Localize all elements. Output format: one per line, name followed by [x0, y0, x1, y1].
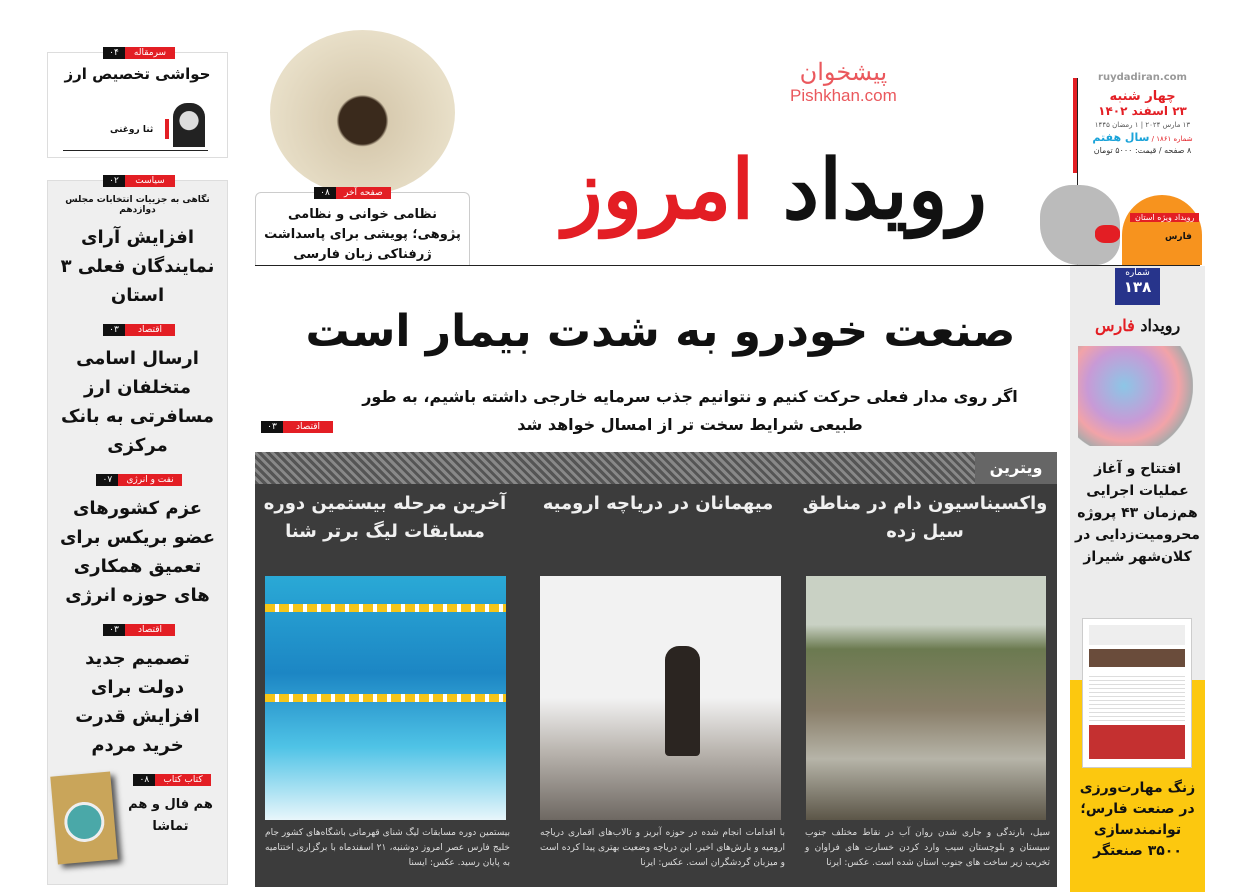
- section-tag: اقتصاد ۰۳: [48, 324, 227, 336]
- issue-badge: شماره ۱۳۸: [1115, 268, 1160, 305]
- main-subtitle: اگر روی مدار فعلی حرکت کنیم و نتوانیم جذب سرمایه خارجی داشته باشیم، به طور طبیعی شرایط سخت تر از امسال خواهد شد: [362, 387, 1018, 434]
- vitrin-caption: بیستمین دوره مسابقات لیگ شنای قهرمانی باشگاه‌های کشور جام خلیج فارس عصر امروز دوشنبه، ۲۱ اسفندماه با برگزاری اختتامیه به پایان رسید. عکس: ایسنا: [265, 828, 510, 868]
- swimming-photo: [265, 576, 506, 820]
- section-tag: سیاست ۰۲: [48, 175, 227, 187]
- iran-map-icon: [1040, 185, 1120, 265]
- story-headline[interactable]: ارسال اسامی متخلفان ارز مسافرتی به بانک مرکزی: [60, 348, 215, 456]
- province-name: فارس: [1165, 232, 1192, 242]
- masthead-logo: رویداد امروز: [562, 142, 988, 238]
- section-title: رویداد فارس: [1095, 316, 1181, 335]
- story-headline[interactable]: تصمیم جدید دولت برای افزایش قدرت خرید مردم: [75, 648, 200, 756]
- story-headline[interactable]: عزم کشورهای عضو بریکس برای تعمیق همکاری های حوزه انرژی: [59, 498, 216, 606]
- flood-photo: [806, 576, 1046, 820]
- book-cover-image: [50, 772, 117, 865]
- right-story-headline[interactable]: افتتاح و آغاز عملیات اجرایی هم‌زمان ۴۳ پروژه محرومیت‌زدایی در کلان‌شهر شیراز: [1075, 461, 1200, 565]
- top-story-box[interactable]: صفحه آخر ۰۸ نظامی خوانی و نظامی پژوهی؛ پویشی برای پاسداشت ژرفناکی زبان فارسی: [255, 192, 470, 265]
- orange-circle: [1122, 195, 1202, 265]
- watermark: پیشخوان Pishkhan.com: [790, 58, 897, 105]
- vitrin-title[interactable]: میهمانان در دریاچه ارومیه: [542, 493, 774, 514]
- section-tag: کتاب کتاب ۰۸: [130, 774, 210, 786]
- top-story-title: نظامی خوانی و نظامی پژوهی؛ پویشی برای پاسداشت ژرفناکی زبان فارسی: [264, 207, 461, 262]
- urmia-lake-photo: [540, 576, 781, 820]
- page-thumbnail: [1082, 618, 1192, 768]
- vitrin-caption: سیل، بارندگی و جاری شدن روان آب در نقاط مختلف جنوب سیستان و بلوچستان سیب وارد کردن خسارت های فراوان و تخریب زیر ساخت های جنوب استان شده است. عکس: ایرنا: [805, 828, 1050, 868]
- left-column: [47, 176, 228, 885]
- fars-map-icon: [1078, 346, 1193, 446]
- vitrin-title[interactable]: واکسیناسیون دام در مناطق سیل زده: [802, 493, 1048, 542]
- story-headline[interactable]: هم فال و هم تماشا: [128, 797, 213, 834]
- story-headline[interactable]: افزایش آرای نمایندگان فعلی ۳ استان: [60, 227, 215, 306]
- author-name: ثنا روغنی: [110, 125, 154, 135]
- main-tag: اقتصاد ۰۳: [258, 421, 333, 433]
- editorial-box[interactable]: [47, 48, 228, 158]
- section-tag: نفت و انرژی ۰۷: [48, 474, 227, 486]
- province-tag: رویداد ویژه استان: [1130, 213, 1199, 222]
- story-kicker: نگاهی به جزییات انتخابات مجلس دوازدهم: [65, 195, 210, 215]
- vitrin-label: ویترین: [975, 452, 1057, 484]
- author-photo: [173, 103, 205, 147]
- vitrin-title[interactable]: آخرین مرحله بیستمین دوره مسابقات لیگ برتر شنا: [263, 493, 507, 542]
- section-tag: اقتصاد ۰۳: [48, 624, 227, 636]
- editorial-tag: سرمقاله ۰۴: [100, 47, 175, 59]
- vitrin-caption: با اقدامات انجام شده در حوزه آبریز و تالاب‌های اقماری دریاچه ارومیه و بارش‌های اخیر، این دریاچه وضعیت بهتری پیدا کرده است و میزبان گردشگران است. عکس: ایرنا: [540, 828, 785, 868]
- vitrin-section: [255, 452, 1057, 887]
- top-story-image: [270, 30, 455, 195]
- date-info: ruydadiran.com چهار شنبه ۲۳ اسفند ۱۴۰۲ ۱۳ مارس ۲۰۲۴ | ۱ رمضان ۱۴۴۵ شماره ۱۸۶۱ / سال هفتم ۸ صفحه / قیمت: ۵۰۰۰ تومان: [1092, 72, 1193, 155]
- editorial-title: حواشی تخصیص ارز: [64, 65, 211, 83]
- right-story-headline[interactable]: زنگ مهارت‌ورزی در صنعت فارس؛ توانمندسازی ۳۵۰۰ صنعتگر: [1079, 780, 1196, 859]
- right-column: [1070, 266, 1205, 892]
- main-headline[interactable]: صنعت خودرو به شدت بیمار است: [305, 306, 1016, 357]
